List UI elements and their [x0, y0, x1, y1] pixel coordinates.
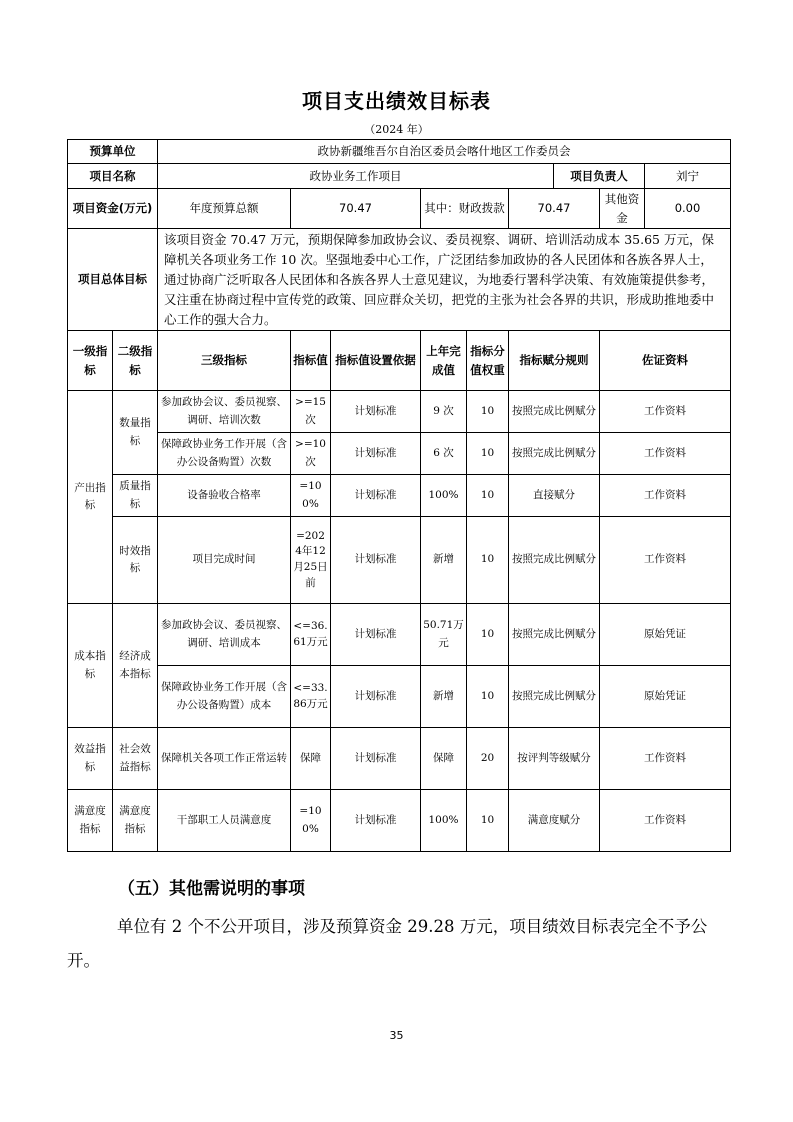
col-weight: 指标分值权重	[467, 331, 509, 391]
subgroup-timeliness: 时效指标	[113, 517, 158, 604]
indicator-name: 保障机关各项工作正常运转	[158, 728, 291, 790]
indicator-rule: 按照完成比例赋分	[509, 517, 600, 604]
project-owner-value: 刘宁	[645, 164, 731, 189]
fiscal-allocation-label: 其中：财政拨款	[421, 189, 509, 229]
budget-unit-label: 预算单位	[68, 140, 158, 164]
body-paragraph	[67, 910, 730, 978]
indicator-value: =100%	[291, 475, 331, 517]
subgroup-satisfaction: 满意度指标	[113, 790, 158, 852]
project-funds-row	[68, 189, 731, 229]
annual-budget-label: 年度预算总额	[158, 189, 291, 229]
indicator-name: 保障政协业务工作开展（含办公设备购置）成本	[158, 666, 291, 728]
indicator-name: 参加政协会议、委员视察、调研、培训次数	[158, 391, 291, 433]
indicator-last-year: 9 次	[421, 391, 467, 433]
annual-budget-value: 70.47	[291, 189, 421, 229]
overall-goal-label: 项目总体目标	[68, 229, 158, 331]
indicator-basis: 计划标准	[331, 790, 421, 852]
subgroup-quantity: 数量指标	[113, 391, 158, 475]
project-name-value: 政协业务工作项目	[158, 164, 554, 189]
section-heading: （五）其他需说明的事项	[118, 879, 305, 899]
overall-goal-text: 该项目资金 70.47 万元，预期保障参加政协会议、委员视察、调研、培训活动成本 35.65 万元，保障机关各项业务工作 10 次。坚强地委中心工作，广泛团结参加政协的各人民团体和各族各界人士，通过协商广泛听取各人民团体和各族各界人士意见建议，为地委行署科学决策、有效施策提供参考，又注重在协商过程中宣传党的政策、回应群众关切，把党的主张为社会各界的共识，形成助推地委中心工作的强大合力。	[158, 229, 731, 331]
indicator-name: 保障政协业务工作开展（含办公设备购置）次数	[158, 433, 291, 475]
indicator-basis: 计划标准	[331, 666, 421, 728]
indicator-name: 设备验收合格率	[158, 475, 291, 517]
col-level3: 三级指标	[158, 331, 291, 391]
overall-goal-row	[68, 229, 731, 331]
subgroup-social-benefit: 社会效益指标	[113, 728, 158, 790]
indicator-basis: 计划标准	[331, 433, 421, 475]
indicator-value: >=15次	[291, 391, 331, 433]
table-row	[68, 433, 731, 475]
indicator-last-year: 100%	[421, 475, 467, 517]
indicator-rule: 按评判等级赋分	[509, 728, 600, 790]
table-row	[68, 666, 731, 728]
table-row	[68, 517, 731, 604]
budget-unit-row	[68, 140, 731, 164]
indicator-rule: 满意度赋分	[509, 790, 600, 852]
indicator-basis: 计划标准	[331, 475, 421, 517]
performance-table	[67, 139, 731, 852]
table-row	[68, 604, 731, 666]
indicator-weight: 20	[467, 728, 509, 790]
indicator-basis: 计划标准	[331, 604, 421, 666]
indicator-evidence: 原始凭证	[600, 604, 731, 666]
indicator-rule: 直接赋分	[509, 475, 600, 517]
indicator-evidence: 工作资料	[600, 475, 731, 517]
column-header-row	[68, 331, 731, 391]
col-level1: 一级指标	[68, 331, 113, 391]
group-output: 产出指标	[68, 391, 113, 604]
indicator-last-year: 50.71万元	[421, 604, 467, 666]
indicator-name: 项目完成时间	[158, 517, 291, 604]
subgroup-economic-cost: 经济成本指标	[113, 604, 158, 728]
col-last-year: 上年完成值	[421, 331, 467, 391]
group-satisfaction: 满意度指标	[68, 790, 113, 852]
indicator-rule: 按照完成比例赋分	[509, 666, 600, 728]
project-name-label: 项目名称	[68, 164, 158, 189]
indicator-last-year: 保障	[421, 728, 467, 790]
indicator-name: 干部职工人员满意度	[158, 790, 291, 852]
indicator-basis: 计划标准	[331, 517, 421, 604]
col-level2: 二级指标	[113, 331, 158, 391]
indicator-value: >=10次	[291, 433, 331, 475]
indicator-last-year: 新增	[421, 666, 467, 728]
page-title: 项目支出绩效目标表	[302, 89, 491, 113]
table-row	[68, 790, 731, 852]
indicator-basis: 计划标准	[331, 728, 421, 790]
indicator-weight: 10	[467, 517, 509, 604]
other-funds-label: 其他资金	[600, 189, 645, 229]
group-cost: 成本指标	[68, 604, 113, 728]
indicator-rule: 按照完成比例赋分	[509, 433, 600, 475]
table-row	[68, 728, 731, 790]
other-funds-value: 0.00	[645, 189, 731, 229]
indicator-last-year: 新增	[421, 517, 467, 604]
indicator-evidence: 工作资料	[600, 391, 731, 433]
indicator-evidence: 工作资料	[600, 790, 731, 852]
col-rule: 指标赋分规则	[509, 331, 600, 391]
page-number: 35	[389, 1029, 404, 1042]
indicator-last-year: 6 次	[421, 433, 467, 475]
col-evidence: 佐证资料	[600, 331, 731, 391]
indicator-evidence: 原始凭证	[600, 666, 731, 728]
indicator-evidence: 工作资料	[600, 728, 731, 790]
indicator-evidence: 工作资料	[600, 433, 731, 475]
indicator-rule: 按照完成比例赋分	[509, 604, 600, 666]
indicator-weight: 10	[467, 391, 509, 433]
indicator-basis: 计划标准	[331, 391, 421, 433]
paragraph-text: 单位有 2 个不公开项目，涉及预算资金 29.28 万元，项目绩效目标表完全不予公开。	[67, 917, 708, 970]
indicator-weight: 10	[467, 604, 509, 666]
indicator-value: =100%	[291, 790, 331, 852]
indicator-value: <=33.86万元	[291, 666, 331, 728]
indicator-weight: 10	[467, 666, 509, 728]
col-value: 指标值	[291, 331, 331, 391]
indicator-weight: 10	[467, 790, 509, 852]
group-benefit: 效益指标	[68, 728, 113, 790]
project-owner-label: 项目负责人	[554, 164, 645, 189]
project-funds-label: 项目资金(万元)	[68, 189, 158, 229]
indicator-evidence: 工作资料	[600, 517, 731, 604]
year-label: （2024 年）	[364, 123, 429, 136]
budget-unit-value: 政协新疆维吾尔自治区委员会喀什地区工作委员会	[158, 140, 731, 164]
indicator-rule: 按照完成比例赋分	[509, 391, 600, 433]
subgroup-quality: 质量指标	[113, 475, 158, 517]
col-basis: 指标值设置依据	[331, 331, 421, 391]
indicator-weight: 10	[467, 475, 509, 517]
indicator-name: 参加政协会议、委员视察、调研、培训成本	[158, 604, 291, 666]
indicator-weight: 10	[467, 433, 509, 475]
indicator-value: =2024年12月25日前	[291, 517, 331, 604]
fiscal-allocation-value: 70.47	[509, 189, 600, 229]
table-row	[68, 391, 731, 433]
project-name-row	[68, 164, 731, 189]
table-row	[68, 475, 731, 517]
indicator-value: <=36.61万元	[291, 604, 331, 666]
indicator-last-year: 100%	[421, 790, 467, 852]
indicator-value: 保障	[291, 728, 331, 790]
